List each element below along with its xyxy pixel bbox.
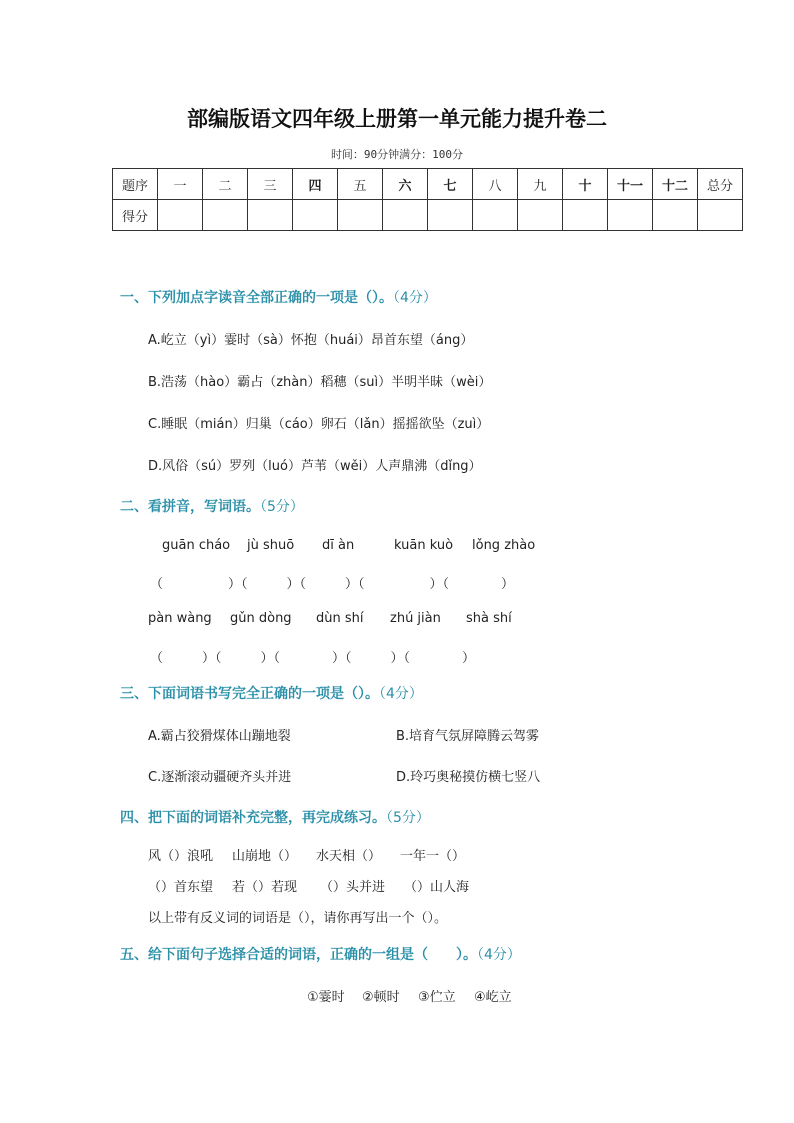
score-cell[interactable] — [158, 200, 203, 231]
pinyin: lǒng zhào — [472, 538, 536, 553]
question-heading-text: 四、把下面的词语补充完整，再完成练习。 — [120, 810, 386, 826]
header-cell: 十 — [563, 169, 608, 200]
header-cell: 一 — [158, 169, 203, 200]
option-d: D.风俗（sú）罗列（luó）芦苇（wěi）人声鼎沸（dǐng） — [148, 459, 482, 474]
idiom: 一年一（） — [400, 849, 466, 864]
option-b: B.浩荡（hào）霸占（zhàn）稻穗（suì）半明半昧（wèi） — [148, 375, 492, 390]
question-heading-text: 三、下面词语书写完全正确的一项是（）。 — [120, 686, 379, 702]
header-cell: 六 — [383, 169, 428, 200]
score-cell[interactable] — [698, 200, 743, 231]
score-cell[interactable] — [473, 200, 518, 231]
question-points: （5分） — [386, 810, 430, 826]
header-cell: 总分 — [698, 169, 743, 200]
score-table — [112, 168, 743, 231]
option-c: C.逐渐滚动疆硬齐头并进 — [148, 770, 292, 785]
header-cell: 四 — [293, 169, 338, 200]
option-d: D.玲巧奥秘摸仿横七竖八 — [396, 770, 541, 785]
option-a: A.屹立（yì）霎时（sà）怀抱（huái）昂首东望（áng） — [148, 333, 474, 348]
header-cell: 八 — [473, 169, 518, 200]
pinyin: guān cháo — [162, 538, 231, 553]
score-table-score-row — [113, 200, 743, 231]
pinyin: dī àn — [322, 538, 355, 553]
idiom: 若（）若现 — [232, 880, 298, 895]
option-b: B.培育气氛屏障腾云驾雾 — [396, 729, 540, 744]
idiom: （）首东望 — [148, 880, 214, 895]
question-points: （4分） — [379, 686, 423, 702]
question-heading-text: 二、看拼音，写词语。 — [120, 499, 260, 515]
score-cell[interactable] — [203, 200, 248, 231]
idiom: 风（）浪吼 — [148, 849, 214, 864]
question-5-heading — [120, 944, 521, 964]
idiom: 水天相（） — [316, 849, 382, 864]
header-cell: 九 — [518, 169, 563, 200]
score-cell[interactable] — [383, 200, 428, 231]
idiom: （）山人海 — [404, 880, 470, 895]
header-cell: 三 — [248, 169, 293, 200]
idiom: （）头并进 — [320, 880, 386, 895]
answer-blanks[interactable]: （ ）（ ）（ ）（ ）（ ） — [150, 577, 515, 592]
question-points: （4分） — [477, 947, 521, 963]
pinyin: zhú jiàn — [390, 611, 441, 626]
question-3-heading — [120, 683, 423, 703]
question-2-heading — [120, 496, 304, 516]
score-table-header-row — [113, 169, 743, 200]
word-choice: ④屹立 — [474, 990, 512, 1005]
option-a: A.霸占狡猾煤体山蹦地裂 — [148, 729, 291, 744]
word-choice: ①霎时 — [307, 990, 345, 1005]
word-choice: ②顿时 — [362, 990, 400, 1005]
pinyin: gǔn dòng — [230, 611, 292, 626]
pinyin: pàn wàng — [148, 611, 212, 626]
word-choice: ③伫立 — [418, 990, 456, 1005]
score-cell[interactable] — [563, 200, 608, 231]
page-title: 部编版语文四年级上册第一单元能力提升卷二 — [187, 107, 607, 131]
score-cell[interactable] — [653, 200, 698, 231]
score-cell[interactable] — [338, 200, 383, 231]
question-4-heading — [120, 807, 430, 827]
question-heading-text: 五、给下面句子选择合适的词语，正确的一组是（ ）。 — [120, 947, 477, 963]
score-cell[interactable] — [518, 200, 563, 231]
question-1-heading — [120, 287, 437, 307]
pinyin: dùn shí — [316, 611, 364, 626]
answer-blanks[interactable]: （ ）（ ）（ ）（ ）（ ） — [150, 651, 476, 666]
score-cell[interactable] — [293, 200, 338, 231]
idiom: 山崩地（） — [232, 849, 298, 864]
exercise-line: 以上带有反义词的词语是（），请你再写出一个（）。 — [148, 911, 448, 926]
question-heading-text: 一、下列加点字读音全部正确的一项是（）。 — [120, 290, 393, 306]
pinyin: kuān kuò — [394, 538, 454, 553]
header-cell: 二 — [203, 169, 248, 200]
header-cell: 题序 — [113, 169, 158, 200]
question-points: （5分） — [260, 499, 304, 515]
header-cell: 七 — [428, 169, 473, 200]
score-cell[interactable] — [428, 200, 473, 231]
exam-info: 时间：90分钟满分：100分 — [330, 148, 464, 161]
score-cell[interactable] — [608, 200, 653, 231]
score-cell[interactable] — [248, 200, 293, 231]
option-c: C.睡眠（mián）归巢（cáo）卵石（lǎn）摇摇欲坠（zuì） — [148, 417, 490, 432]
header-cell: 五 — [338, 169, 383, 200]
pinyin: shà shí — [466, 611, 512, 626]
question-points: （4分） — [393, 290, 437, 306]
score-row-label: 得分 — [113, 200, 158, 231]
header-cell: 十一 — [608, 169, 653, 200]
header-cell: 十二 — [653, 169, 698, 200]
pinyin: jù shuō — [247, 538, 295, 553]
